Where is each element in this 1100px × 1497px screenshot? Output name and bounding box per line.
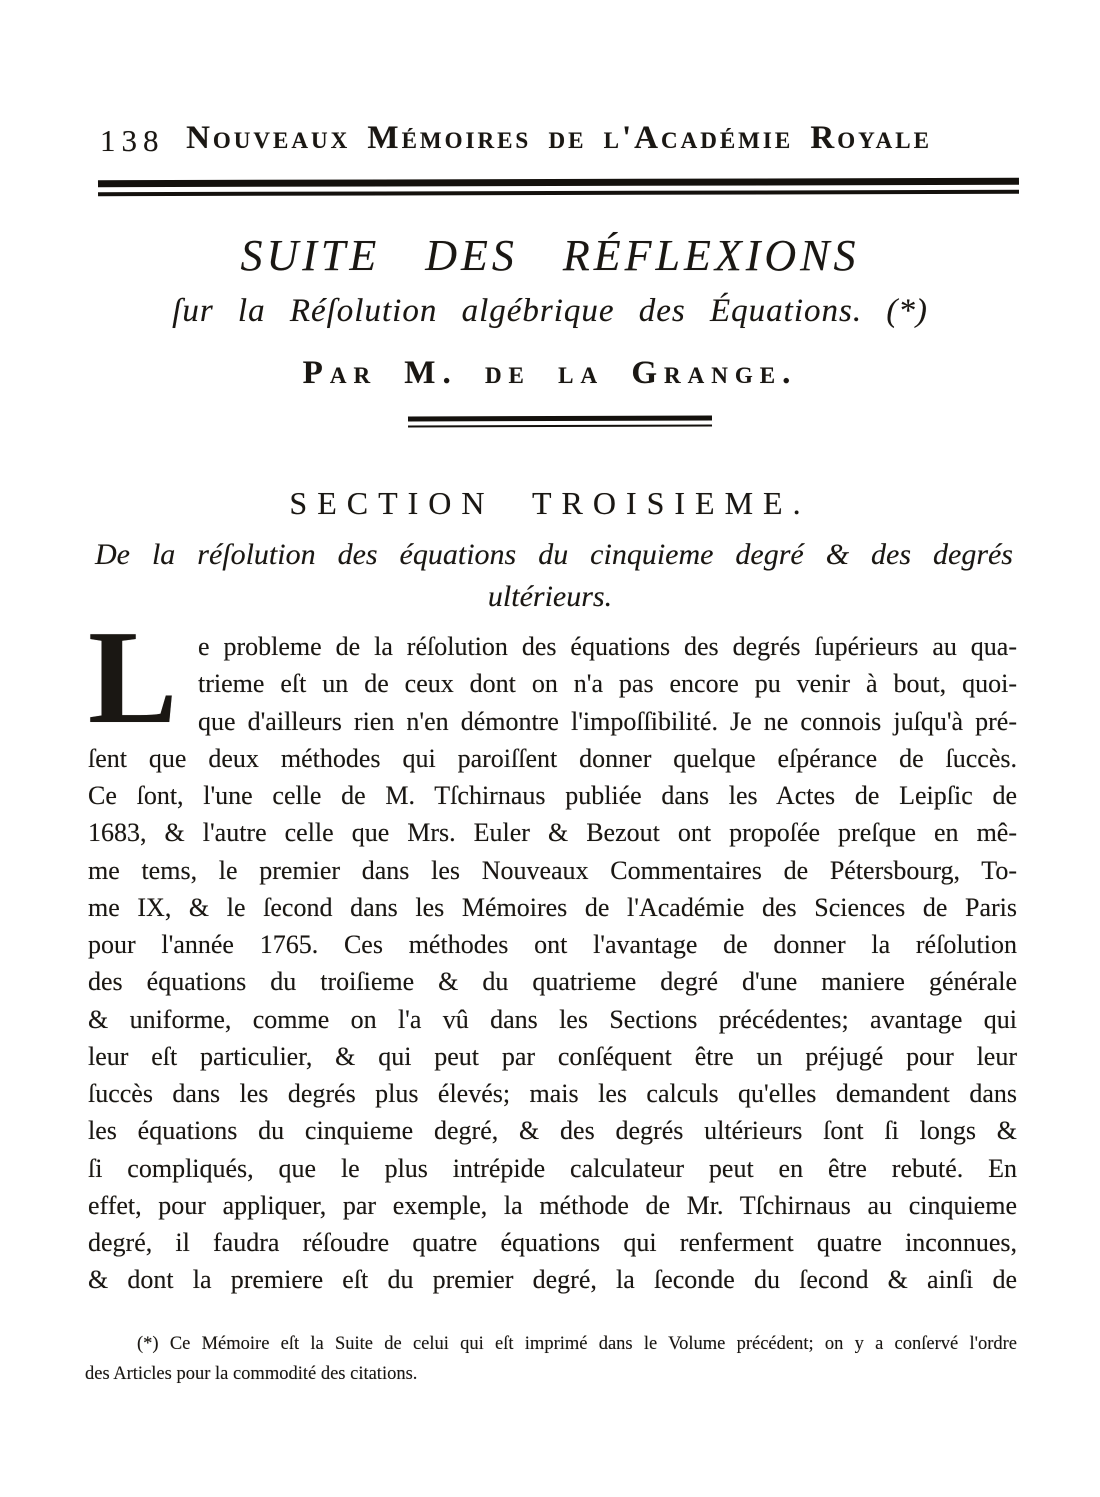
body-line: ſent que deux méthodes qui paroiſſent donner quelque eſpérance de ſuccès.: [88, 743, 1017, 773]
body-line: effet, pour appliquer, par exemple, la méthode de Mr. Tſchirnaus au cinquieme: [88, 1190, 1017, 1220]
footnote: [85, 1329, 1017, 1389]
body-line: e probleme de la réſolution des équations des degrés ſupérieurs au qua-: [198, 632, 1017, 661]
body-line: Ce ſont, l'une celle de M. Tſchirnaus publiée dans les Actes de Leipſic de: [88, 781, 1017, 810]
drop-cap-initial: L: [88, 603, 178, 751]
article-title: SUITE DES RÉFLEXIONS: [240, 231, 860, 280]
body-line: me IX, & le ſecond dans les Mémoires de l'Académie des Sciences de Paris: [88, 892, 1017, 922]
body-paragraph: [88, 603, 1017, 1299]
article-byline: Par M. de la Grange.: [302, 355, 798, 391]
section-subtitle-line-1: De la réſolution des équations du cinquieme degré & des degrés: [95, 538, 1013, 571]
body-line: que d'ailleurs rien n'en démontre l'impoſſibilité. Je ne connois juſqu'à pré-: [198, 706, 1017, 736]
body-line: pour l'année 1765. Ces méthodes ont l'avantage de donner la réſolution: [88, 930, 1017, 959]
footnote-line: (*) Ce Mémoire eſt la Suite de celui qui eſt imprimé dans le Volume précédent; on y a conſervé l'ordre: [137, 1334, 1017, 1354]
body-line: ſuccès dans les degrés plus élevés; mais les calculs qu'elles demandent dans: [88, 1079, 1017, 1108]
body-line: degré, il faudra réſoudre quatre équations qui renferment quatre inconnues,: [88, 1228, 1017, 1257]
article-subtitle: ſur la Réſolution algébrique des Équations. (*): [172, 293, 928, 329]
body-line: trieme eſt un de ceux dont on n'a pas encore pu venir à bout, quoi-: [198, 669, 1017, 699]
footnote-line: des Articles pour la commodité des citations.: [85, 1364, 418, 1384]
body-line: 1683, & l'autre celle que Mrs. Euler & Bezout ont propoſée preſque en mê-: [88, 818, 1017, 848]
running-title: Nouveaux Mémoires de l'Académie Royale: [186, 120, 932, 156]
double-rule-byline: [408, 415, 712, 427]
body-line: & uniforme, comme on l'a vû dans les Sections précédentes; avantage qui: [88, 1004, 1017, 1034]
section-subtitle-line-2: ultérieurs.: [487, 580, 613, 613]
section-heading: SECTION TROISIEME.: [289, 485, 811, 521]
body-line: ſi compliqués, que le plus intrépide calculateur peut en être rebuté. En: [88, 1153, 1017, 1183]
body-line: me tems, le premier dans les Nouveaux Commentaires de Pétersbourg, To-: [88, 855, 1017, 885]
running-header: [100, 120, 1018, 166]
body-line: & dont la premiere eſt du premier degré, la ſeconde du ſecond & ainſi de: [88, 1265, 1017, 1295]
double-rule-top: [98, 178, 1019, 196]
page-number: 138: [100, 123, 165, 158]
body-line: leur eſt particulier, & qui peut par conſéquent être un préjugé pour leur: [88, 1041, 1017, 1071]
body-line: des équations du troiſieme & du quatrieme degré d'une maniere générale: [88, 967, 1017, 997]
body-line: les équations du cinquieme degré, & des degrés ultérieurs ſont ſi longs &: [88, 1116, 1017, 1146]
